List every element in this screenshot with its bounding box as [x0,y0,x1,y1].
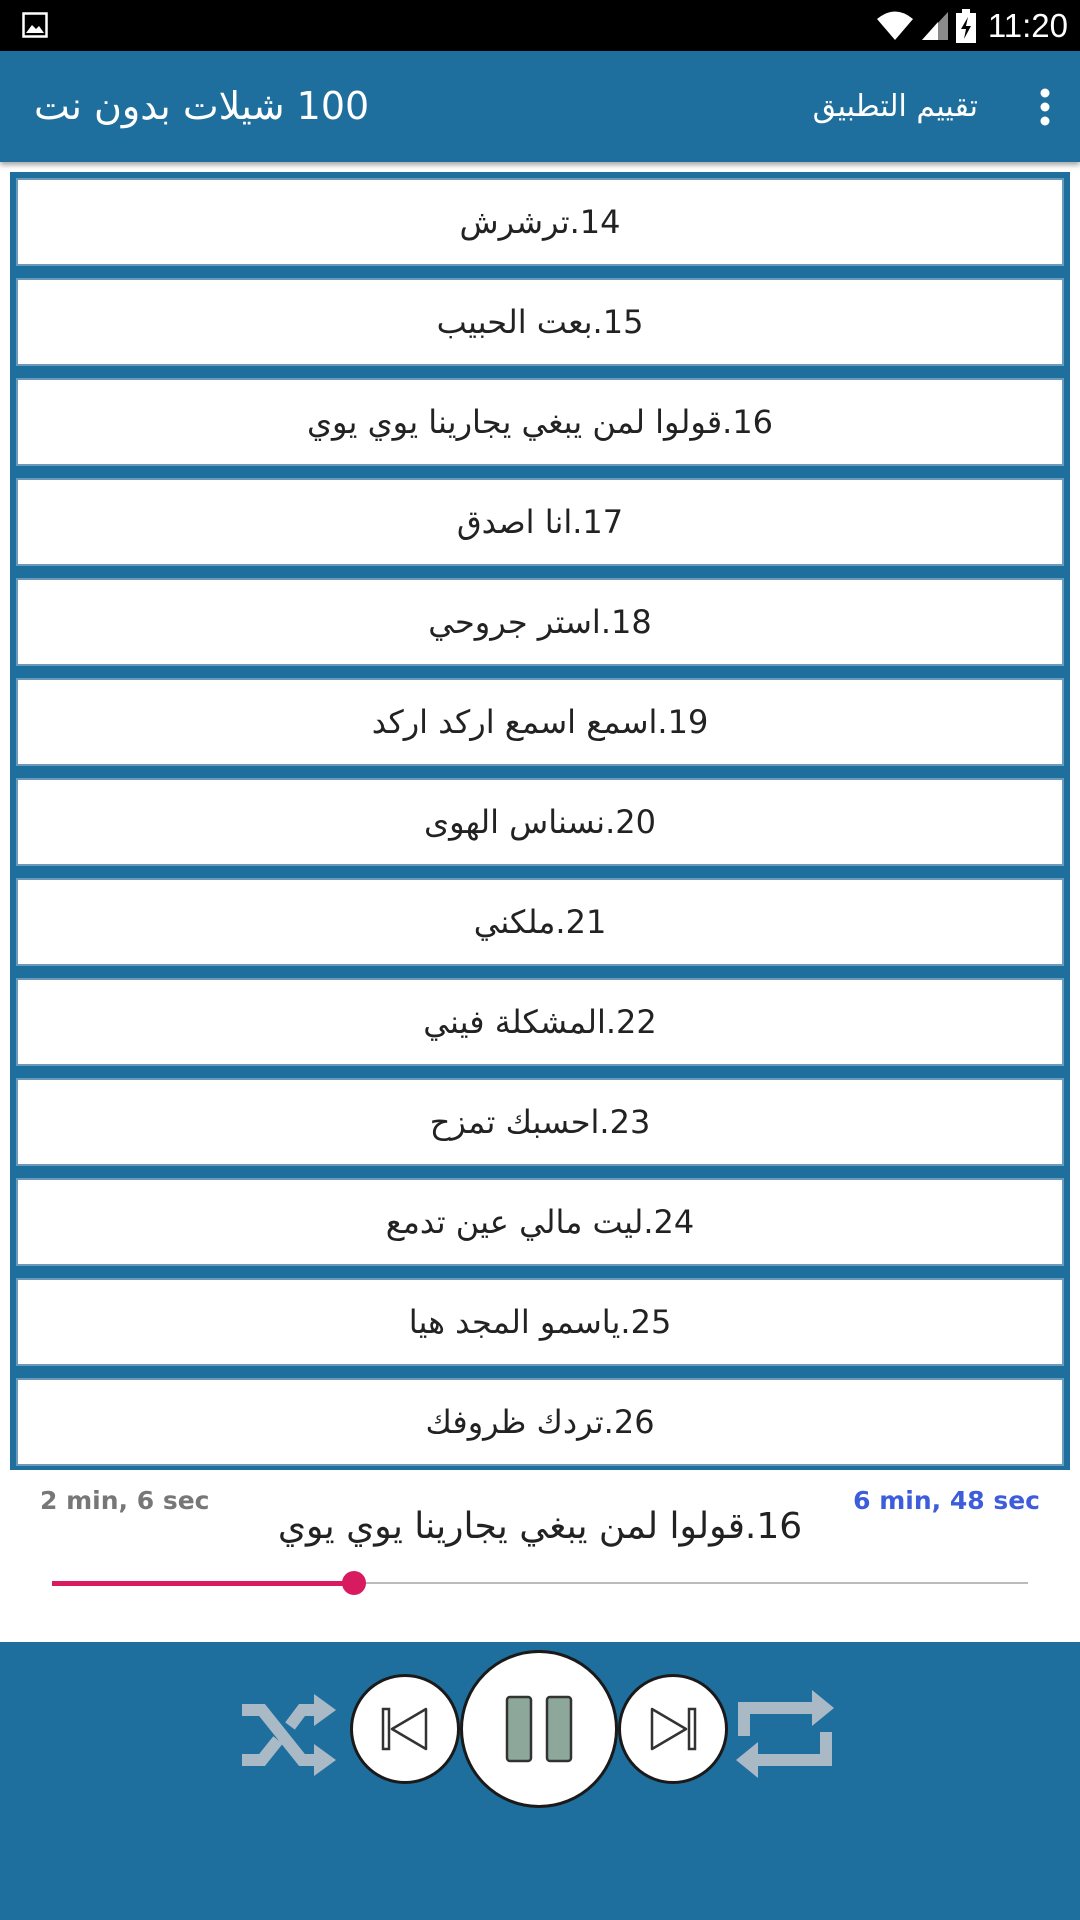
list-item-label: 17.انا اصدق [456,503,624,541]
rate-app-button[interactable]: تقييم التطبيق [812,89,978,124]
skip-previous-icon [380,1706,430,1752]
list-item[interactable] [16,178,1064,266]
list-item-label: 26.تردك ظروفك [425,1403,655,1441]
list-item[interactable] [16,978,1064,1066]
signal-icon [920,10,950,42]
now-playing-title [0,1506,1080,1547]
gallery-icon [22,12,48,38]
player-controls [0,1642,1080,1920]
list-item[interactable] [16,678,1064,766]
app-bar [0,51,1080,162]
list-item[interactable] [16,878,1064,966]
skip-next-icon [648,1706,698,1752]
previous-button[interactable] [350,1674,460,1784]
battery-charging-icon [956,9,976,43]
more-vert-icon[interactable] [1038,87,1052,127]
list-item[interactable] [16,1178,1064,1266]
list-item-label: 20.نسناس الهوى [424,803,656,841]
elapsed-time: 2 min, 6 sec [40,1486,210,1515]
app-title: 100 شيلات بدون نت [34,84,370,128]
seek-bar[interactable] [52,1568,1028,1598]
list-item-label: 21.ملكني [473,903,607,941]
list-item-label: 19.اسمع اسمع اركد اركد [371,703,709,741]
next-button[interactable] [618,1674,728,1784]
list-item[interactable] [16,778,1064,866]
list-item[interactable] [16,578,1064,666]
list-item-label: 25.ياسمو المجد هيا [408,1303,672,1341]
list-item-label: 23.احسبك تمزح [429,1103,651,1141]
track-list[interactable] [10,172,1070,1470]
shuffle-icon[interactable] [238,1690,338,1780]
list-item-label: 16.قولوا لمن يبغي يجارينا يوي يوي [306,403,774,441]
seek-thumb[interactable] [342,1571,366,1595]
list-item[interactable] [16,378,1064,466]
repeat-icon[interactable] [730,1684,840,1784]
wifi-icon [876,10,914,42]
list-item-label: 22.المشكلة فيني [423,1003,657,1041]
list-item-label: 24.ليت مالي عين تدمع [385,1203,695,1241]
seek-progress [52,1581,354,1586]
list-item[interactable] [16,478,1064,566]
list-item[interactable] [16,278,1064,366]
status-bar [0,0,1080,51]
pause-icon [504,1694,574,1764]
list-item[interactable] [16,1278,1064,1366]
now-playing-panel [0,1470,1080,1642]
clock: 11:20 [987,6,1068,44]
now-playing-title-text: 16.قولوا لمن يبغي يجارينا يوي يوي [277,1506,803,1547]
list-item[interactable] [16,1078,1064,1166]
list-item-label: 15.بعت الحبيب [436,303,644,341]
play-pause-button[interactable] [460,1650,618,1808]
total-duration: 6 min, 48 sec [853,1486,1040,1515]
list-item[interactable] [16,1378,1064,1466]
list-item-label: 14.ترشرش [459,203,621,241]
list-item-label: 18.استر جروحي [428,603,652,641]
